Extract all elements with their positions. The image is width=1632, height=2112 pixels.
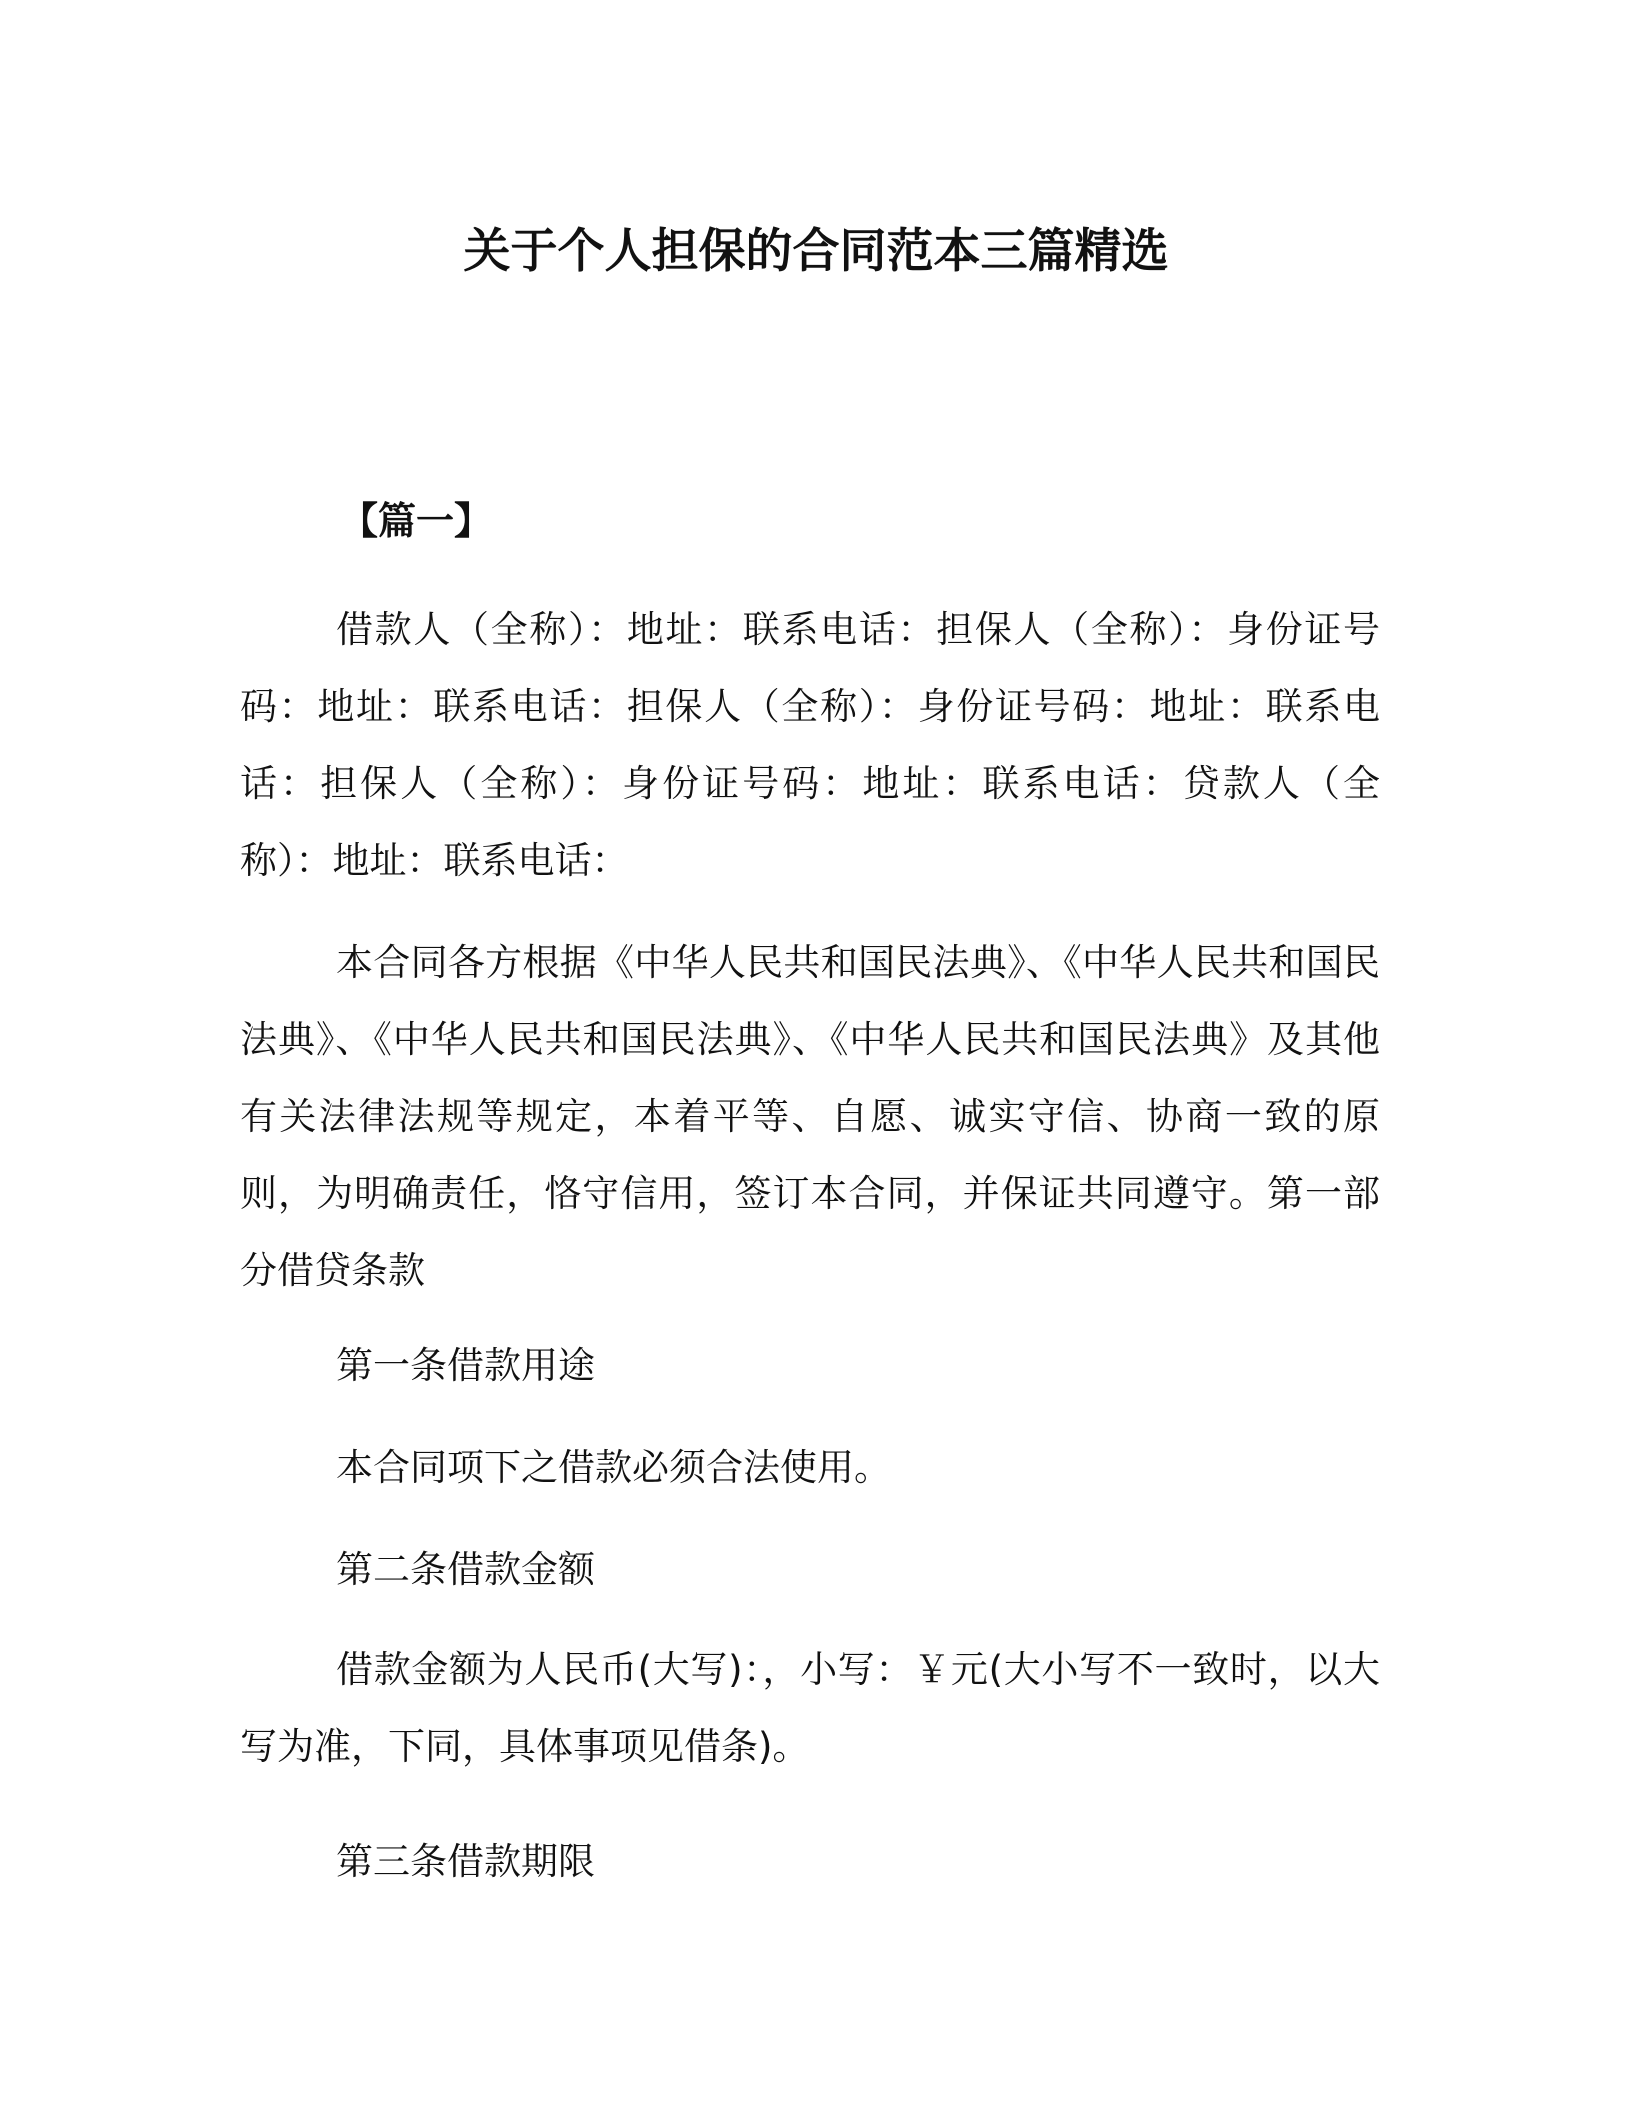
section-label: 【篇一】 — [340, 499, 493, 543]
parties-paragraph: 借款人（全称）：地址：联系电话：担保人（全称）：身份证号码：地址：联系电话：担保人（全称）：身份证号码：地址：联系电话：担保人（全称）：身份证号码：地址：联系电话：贷款人（全称）：地址：联系电话： — [240, 608, 1380, 882]
basis-paragraph: 本合同各方根据《中华人民共和国民法典》、《中华人民共和国民法典》、《中华人民共和国民法典》、《中华人民共和国民法典》及其他有关法律法规等规定，本着平等、自愿、诚实守信、协商一致的原则，为明确责任，恪守信用，签订本合同，并保证共同遵守。第一部分借贷条款 — [240, 941, 1380, 1292]
article-2-title: 第二条借款金额 — [336, 1548, 595, 1591]
article-1-body: 本合同项下之借款必须合法使用。 — [336, 1446, 891, 1489]
article-2-body: 借款金额为人民币(大写)：，小写：￥元(大小写不一致时，以大写为准，下同，具体事项见借条)。 — [240, 1648, 1380, 1768]
document-title: 关于个人担保的合同范本三篇精选 — [463, 224, 1169, 279]
article-3-title: 第三条借款期限 — [336, 1840, 595, 1883]
article-1-title: 第一条借款用途 — [336, 1344, 595, 1387]
